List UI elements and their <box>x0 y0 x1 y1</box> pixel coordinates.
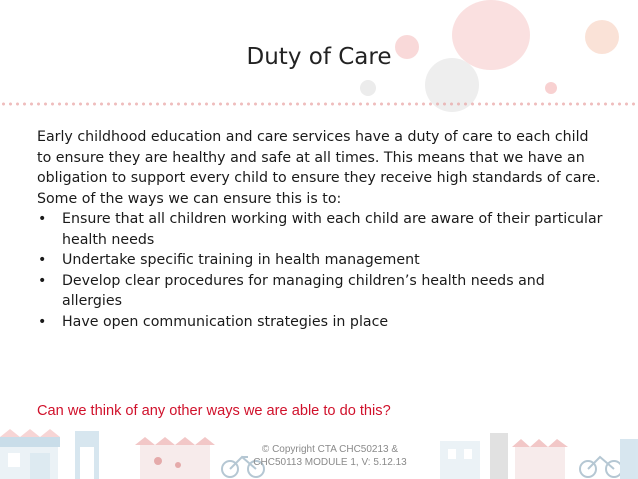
copyright-notice <box>230 443 430 469</box>
bullet-text: Ensure that all children working with each child are aware of their particular health needs <box>62 211 603 248</box>
bullet-item <box>37 209 607 250</box>
copyright-line-1: © Copyright CTA CHC50213 & <box>261 444 399 455</box>
bullet-item <box>37 271 607 312</box>
bullet-item <box>37 250 607 271</box>
bullet-text: Develop clear procedures for managing children’s health needs and allergies <box>62 272 545 309</box>
shop-awning-graphic <box>0 437 60 447</box>
bullet-symbol: • <box>38 211 47 227</box>
decor-dot-gray-small <box>360 80 376 96</box>
dotted-divider <box>0 100 638 108</box>
intro-paragraph: Early childhood education and care services have a duty of care to each child to ensure they are healthy and safe at all times. This means that we have an obligation to support every child to ensure they receive high standards of care. <box>37 129 601 186</box>
discussion-question: Can we think of any other ways we are able to do this? <box>37 403 391 419</box>
bullet-symbol: • <box>38 252 47 268</box>
copyright-line-2: CHC50113 MODULE 1, V: 5.12.13 <box>253 457 407 468</box>
bullet-text: Have open communication strategies in place <box>62 313 389 330</box>
bullet-text: Undertake specific training in health management <box>62 252 420 268</box>
bullet-symbol: • <box>38 313 47 330</box>
lead-in-text: Some of the ways we can ensure this is to: <box>37 190 342 207</box>
bullet-item <box>37 312 607 333</box>
slide-body <box>37 127 607 332</box>
bullet-symbol: • <box>38 272 47 289</box>
bullet-list <box>37 209 607 332</box>
slide-title: Duty of Care <box>246 44 392 70</box>
decor-dot-pink-tiny <box>545 82 557 94</box>
